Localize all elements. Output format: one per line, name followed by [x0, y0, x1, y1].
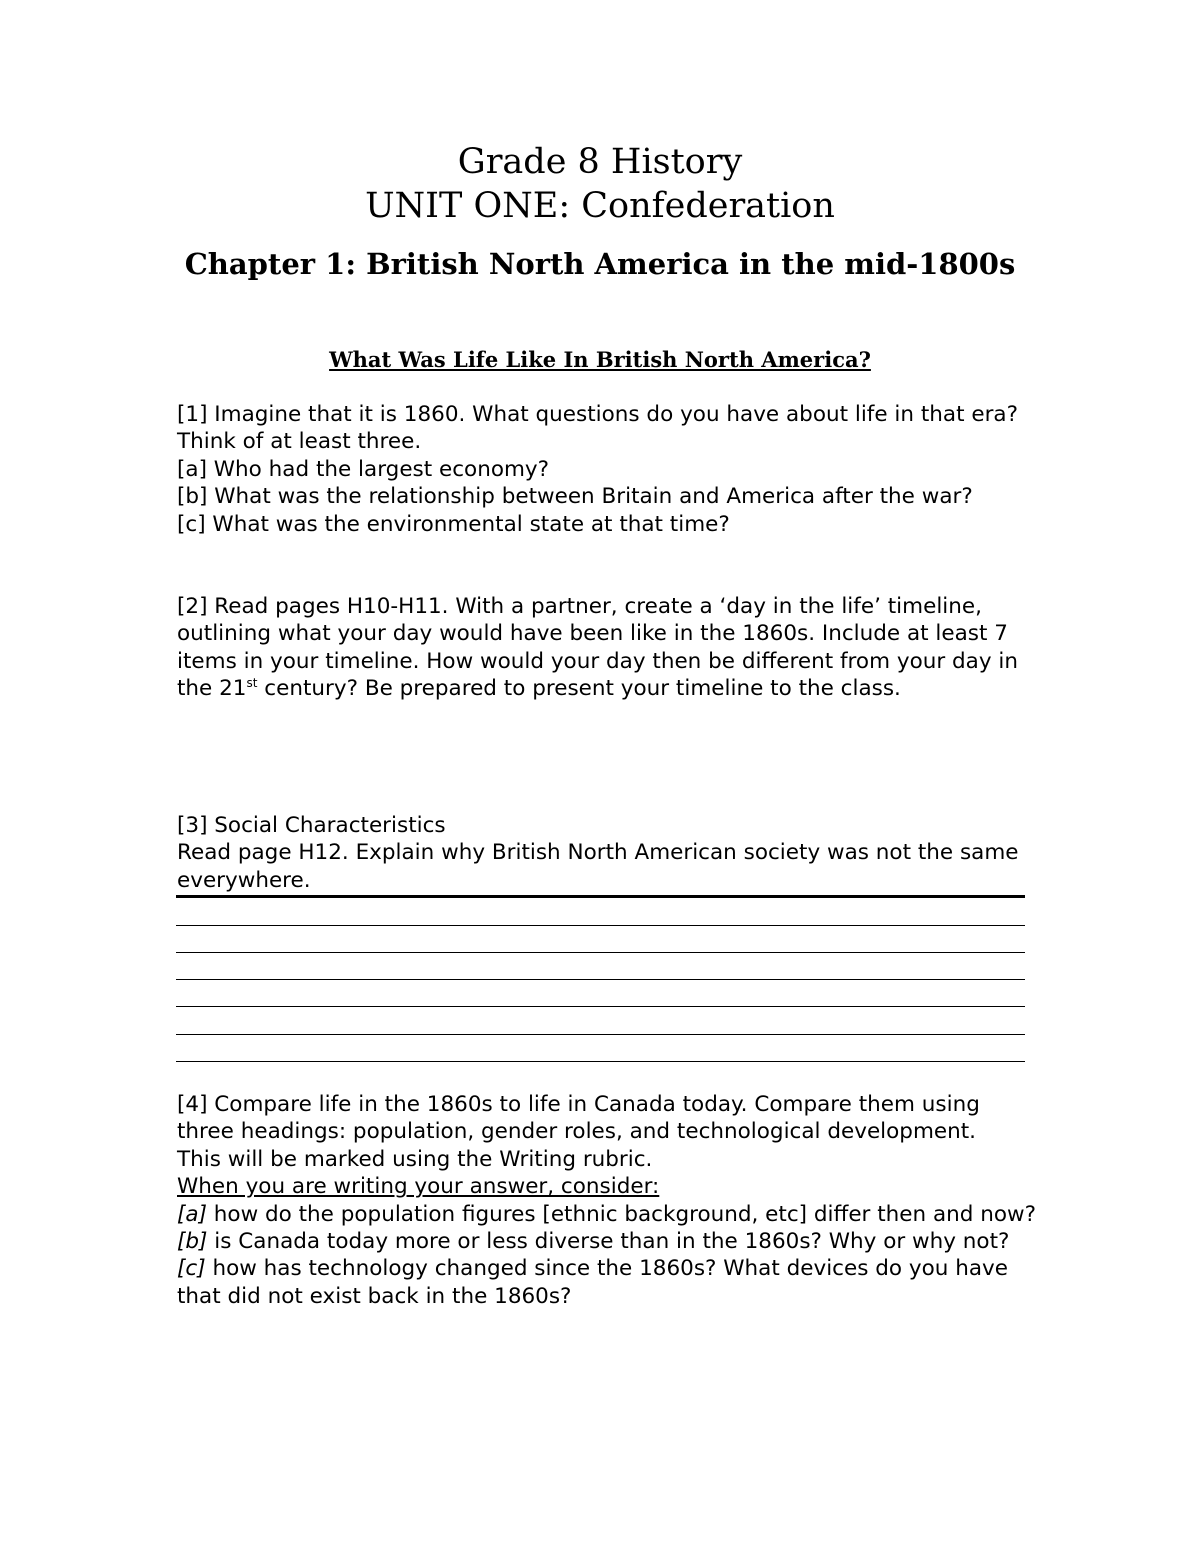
question-3-prompt: Read page H12. Explain why British North American society was not the same everywhere.: [177, 840, 1019, 893]
chapter-title: Chapter 1: British North America in the mid-1800s: [184, 247, 1016, 281]
answer-line: [176, 895, 1025, 898]
question-4-prompt: [4] Compare life in the 1860s to life in Canada today. Compare them using three headings: population, gender roles, and technological development.: [177, 1092, 980, 1145]
answer-line: [176, 1034, 1025, 1035]
answer-line: [176, 979, 1025, 980]
item-text: how has technology changed since the 1860s? What devices do you have that did not exist back in the 1860s?: [177, 1256, 1008, 1309]
question-4-rubric: This will be marked using the Writing rubric.: [177, 1146, 653, 1172]
answer-line: [176, 1061, 1025, 1062]
item-text: is Canada today more or less diverse than in the 1860s? Why or why not?: [207, 1229, 1010, 1255]
unit-title: UNIT ONE: Confederation: [365, 186, 835, 226]
question-1: [177, 401, 1037, 538]
item-marker: [c]: [177, 1256, 206, 1282]
question-1-item-a: [a] Who had the largest economy?: [177, 456, 550, 482]
question-1-prompt: [1] Imagine that it is 1860. What questions do you have about life in that era? Think of at least three.: [177, 402, 1019, 455]
question-4-item-c: [177, 1255, 1037, 1310]
question-4-item-a: [177, 1201, 1037, 1228]
answer-line: [176, 952, 1025, 953]
question-3-heading: [3] Social Characteristics: [177, 813, 446, 838]
question-1-item-b: [b] What was the relationship between Britain and America after the war?: [177, 484, 973, 510]
question-2-text-end: century? Be prepared to present your timeline to the class.: [257, 676, 901, 702]
question-4-item-b: [177, 1228, 1037, 1255]
answer-line: [176, 1006, 1025, 1007]
question-4: [177, 1091, 1037, 1310]
question-2-text: [2] Read pages H10-H11. With a partner, create a ‘day in the life’ timeline, outlining what your day would have been like in the 1860s. Include at least 7 items in your timeline. How would your day then be different from your day in the 21: [177, 594, 1019, 702]
item-marker: [a]: [177, 1201, 207, 1227]
question-1-item-c: [c] What was the environmental state at that time?: [177, 511, 730, 537]
question-2-prompt: [177, 593, 1037, 703]
question-2-superscript: st: [246, 676, 258, 691]
document-title: Grade 8 History: [457, 142, 743, 182]
question-2: [177, 593, 1037, 703]
section-heading: What Was Life Like In British North America?: [329, 347, 871, 372]
item-marker: [b]: [177, 1229, 208, 1255]
question-3: [177, 812, 1037, 894]
question-4-consider: When you are writing your answer, consider:: [177, 1174, 660, 1200]
title-block: [0, 140, 1200, 228]
answer-line: [176, 925, 1025, 926]
item-text: how do the population figures [ethnic background, etc] differ then and now?: [206, 1201, 1037, 1227]
